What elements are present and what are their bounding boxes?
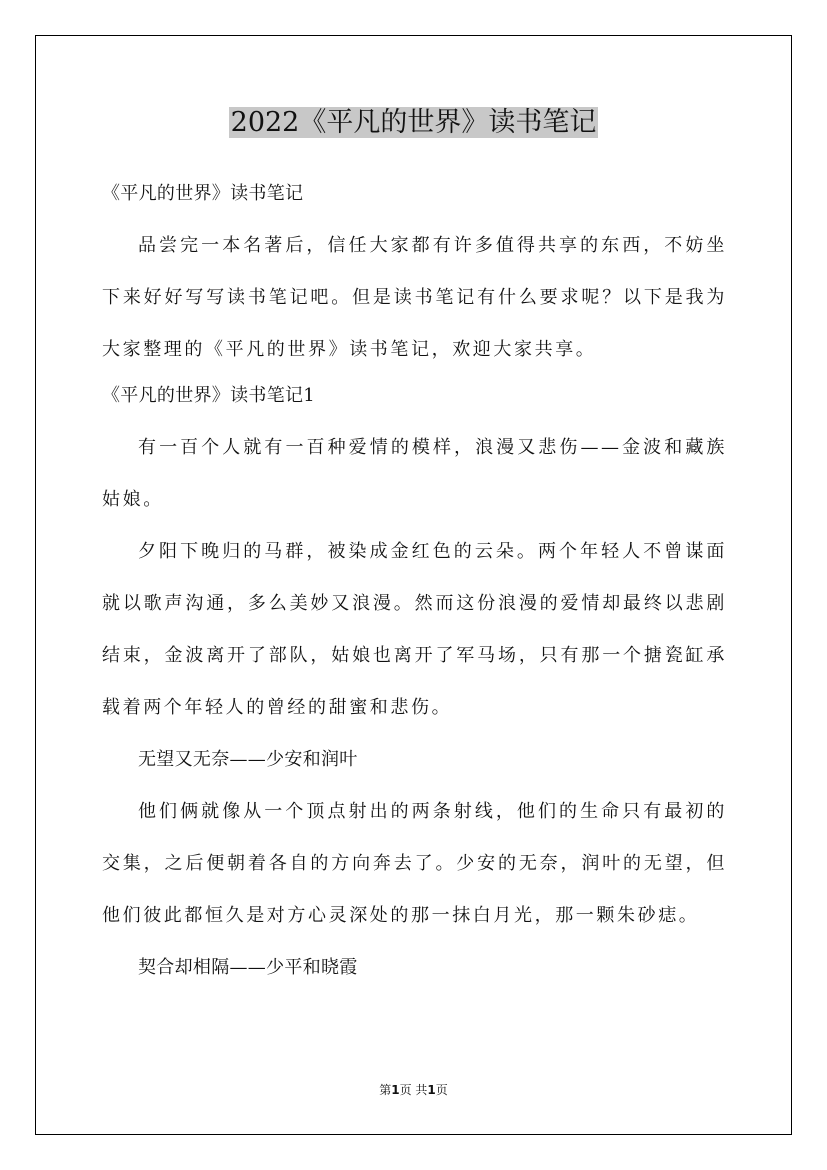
document-title-text: 2022《平凡的世界》读书笔记 xyxy=(230,107,597,138)
footer-page-total: 1 xyxy=(427,1083,436,1097)
page-footer xyxy=(0,1082,827,1098)
section-heading: 《平凡的世界》读书笔记1 xyxy=(102,385,316,406)
footer-page-prefix: 第 xyxy=(379,1083,392,1097)
paragraph-3: 他们俩就像从一个顶点射出的两条射线，他们的生命只有最初的交集，之后便朝着各自的方向奔去了。少安的无奈，润叶的无望，但他们彼此都恒久是对方心灵深处的那一抹白月光，那一颗朱砂痣。 xyxy=(102,801,727,926)
document-subtitle: 《平凡的世界》读书笔记 xyxy=(102,183,304,204)
document-body xyxy=(102,174,727,994)
footer-page-suffix: 页 xyxy=(435,1083,448,1097)
paragraph-1: 有一百个人就有一百种爱情的模样，浪漫又悲伤——金波和藏族姑娘。 xyxy=(102,437,727,510)
subheading-1: 无望又无奈——少安和润叶 xyxy=(138,749,358,770)
paragraph-2: 夕阳下晚归的马群，被染成金红色的云朵。两个年轻人不曾谋面就以歌声沟通，多么美妙又浪漫。然而这份浪漫的爱情却最终以悲剧结束，金波离开了部队，姑娘也离开了军马场，只有那一个搪瓷缸承载着两个年轻人的曾经的甜蜜和悲伤。 xyxy=(102,541,727,718)
intro-paragraph: 品尝完一本名著后，信任大家都有许多值得共享的东西，不妨坐下来好好写写读书笔记吧。但是读书笔记有什么要求呢？以下是我为大家整理的《平凡的世界》读书笔记，欢迎大家共享。 xyxy=(102,235,727,360)
footer-page-mid: 页 共 xyxy=(399,1083,428,1097)
footer-page-number: 1 xyxy=(391,1083,400,1097)
subheading-2: 契合却相隔——少平和晓霞 xyxy=(138,957,358,978)
document-title xyxy=(0,103,827,143)
